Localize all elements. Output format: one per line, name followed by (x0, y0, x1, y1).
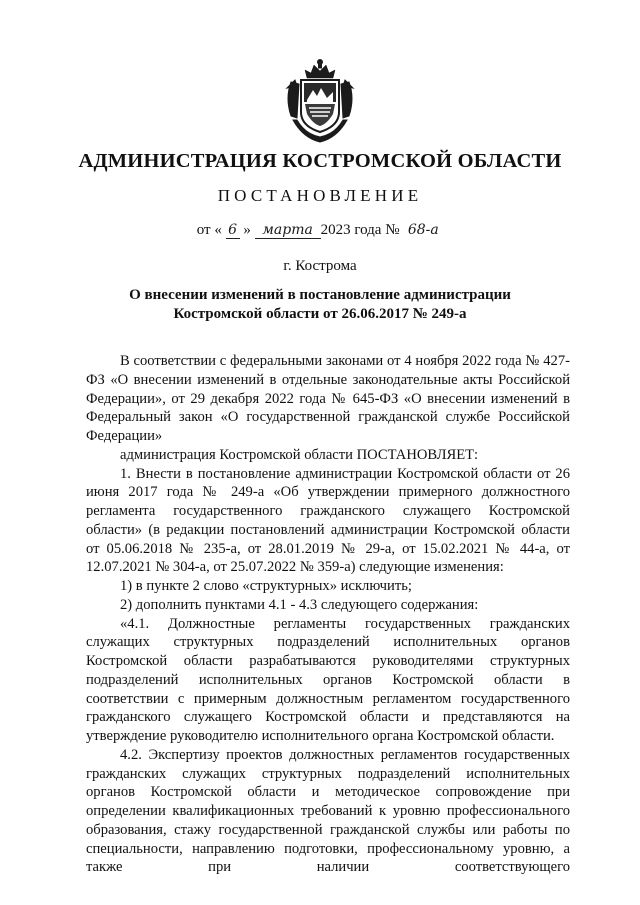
document-date-line (0, 222, 640, 239)
date-prefix: от « (196, 222, 222, 238)
paragraph-item-1: 1. Внести в постановление администрации Костромской области от 26 июня 2017 года № 249-а «Об утверждении примерного должностного регламента государственного гражданского служащего Костромской области» (в редакции постановлений администрации Костромской области от 05.06.2018 № 235-а, от 28.01.2019 № 29-а, от 15.02.2021 № 44-а, от 12.07.2021 № 304-а, от 25.07.2022 № 359-а) следующие изменения: (86, 465, 570, 576)
document-number: 68-а (407, 222, 439, 238)
subject-line-1: О внесении изменений в постановление администрации (129, 287, 511, 303)
organization-title: АДМИНИСТРАЦИЯ КОСТРОМСКОЙ ОБЛАСТИ (78, 150, 562, 172)
paragraph-subitem-1: 1) в пункте 2 слово «структурных» исключить; (120, 578, 412, 594)
document-body (86, 352, 570, 877)
paragraph-subitem-2: 2) дополнить пунктами 4.1 - 4.3 следующего содержания: (120, 596, 479, 613)
document-subject (0, 286, 640, 324)
document-type-title: ПОСТАНОВЛЕНИЕ (217, 186, 423, 205)
coat-of-arms-emblem (283, 58, 357, 144)
subject-line-2: Костромской области от 26.06.2017 № 249-а (173, 306, 467, 322)
date-day: 6 (226, 222, 240, 239)
date-year: 2023 года № (320, 222, 400, 238)
paragraph-preamble: В соответствии с федеральными законами от 4 ноября 2022 года № 427-ФЗ «О внесении изменений в отдельные законодательные акты Российской Федерации», от 29 декабря 2022 года № 645-ФЗ «О внесении изменений в Федеральный закон «О государственной гражданской службе Российской Федерации» (86, 353, 570, 444)
paragraph-resolves: администрация Костромской области ПОСТАНОВЛЯЕТ: (120, 446, 479, 463)
city-line: г. Кострома (283, 258, 357, 274)
paragraph-clause-4-2: 4.2. Экспертизу проектов должностных регламентов государственных гражданских служащих структурных подразделений исполнительных органов Костромской области и методическое сопровождение при определении квалификационных требований к уровню профессионального образования, стажу государственной гражданской службы или работы по специальности, направлению подготовки, профессиональному уровню, а также при наличии соответствующего (86, 746, 570, 876)
date-month: марта (255, 222, 321, 239)
paragraph-clause-4-1: «4.1. Должностные регламенты государственных гражданских служащих структурных подразделений исполнительных органов Костромской области разрабатываются руководителями структурных подразделений исполнительных органов Костромской области в соответствии с примерным должностным регламентом государственного гражданского служащего Костромской области и представляются на утверждение руководителю исполнительного органа Костромской области. (86, 615, 570, 744)
date-day-suffix: » (243, 222, 251, 238)
